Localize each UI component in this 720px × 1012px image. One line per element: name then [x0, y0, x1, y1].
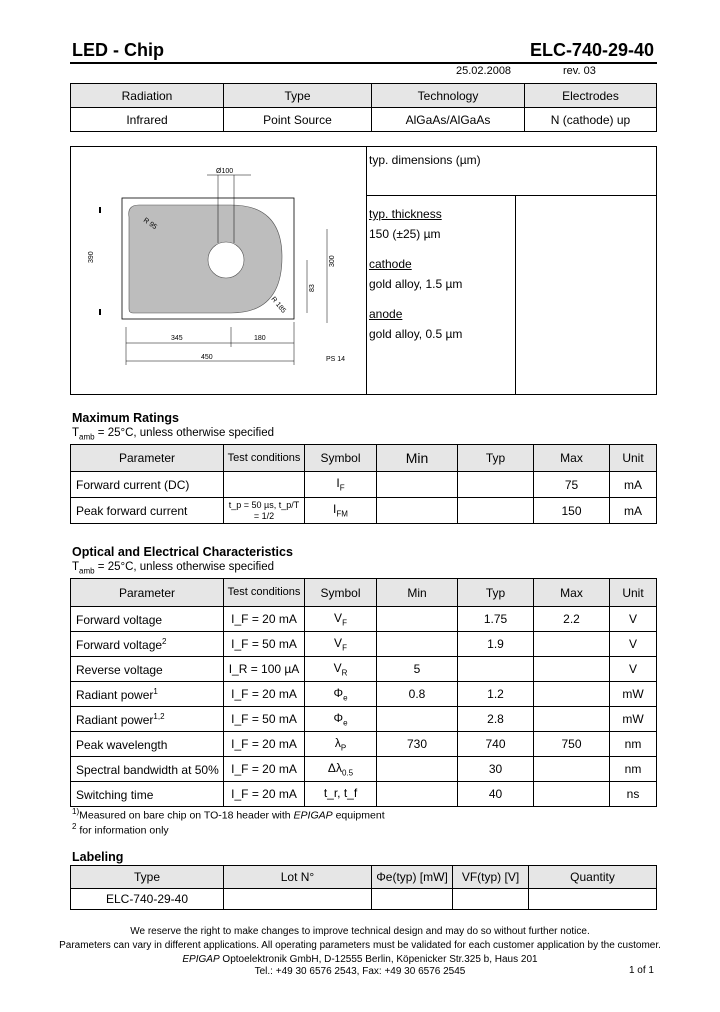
mr-symbol: $I_F$ [305, 472, 377, 498]
lb-header-quantity: Quantity [529, 866, 657, 889]
cathode-value: gold alloy, 1.5 µm [369, 277, 463, 291]
oe-max: 750 [534, 732, 610, 757]
footer-disclaimer-2: Parameters can vary in different applications. All operating parameters must be validated for each customer application by the customer. [59, 940, 661, 951]
anode-value: gold alloy, 0.5 µm [369, 327, 463, 341]
mr-cond [224, 472, 305, 498]
thickness-label: typ. thickness [369, 207, 442, 221]
mr-param: Forward current (DC) [71, 472, 224, 498]
oe-max [534, 657, 610, 682]
oe-unit: V [610, 607, 657, 632]
oe-cond: I_F = 20 mA [224, 607, 305, 632]
table-row [71, 607, 657, 632]
summary-type: Point Source [224, 108, 372, 132]
dim-label-width-right: 180 [254, 335, 266, 342]
oe-min [377, 757, 458, 782]
mr-unit: mA [610, 498, 657, 524]
summary-technology: AlGaAs/AlGaAs [372, 108, 525, 132]
oe-min [377, 632, 458, 657]
mr-header-parameter: Parameter [71, 445, 224, 472]
oe-max [534, 707, 610, 732]
summary-header-type: Type [224, 84, 372, 108]
lb-header-power: Φe(typ) [mW] [372, 866, 453, 889]
dimension-right-divider [515, 195, 516, 394]
oe-param: Radiant power$^{1,2}$ [71, 707, 224, 732]
oe-min [377, 607, 458, 632]
oe-typ: 30 [458, 757, 534, 782]
oe-cond: I_F = 20 mA [224, 682, 305, 707]
dim-label-height-right: 300 [329, 255, 336, 267]
oe-cond: I_F = 20 mA [224, 732, 305, 757]
mr-max: 150 [534, 498, 610, 524]
summary-electrodes: N (cathode) up [525, 108, 657, 132]
oe-max [534, 632, 610, 657]
table-row [71, 707, 657, 732]
mr-min [377, 472, 458, 498]
oe-min [377, 782, 458, 807]
document-date: 25.02.2008 [456, 65, 512, 77]
lb-header-type: Type [71, 866, 224, 889]
oe-min: 5 [377, 657, 458, 682]
mr-header-max: Max [534, 445, 610, 472]
dimension-divider [366, 147, 367, 394]
summary-header-radiation: Radiation [71, 84, 224, 108]
oe-param: Peak wavelength [71, 732, 224, 757]
lb-power [372, 889, 453, 910]
chip-drawing [71, 147, 366, 395]
oe-min: 0.8 [377, 682, 458, 707]
lb-voltage [453, 889, 529, 910]
optical-table [70, 578, 657, 807]
max-ratings-table [70, 444, 657, 524]
oe-max: 2.2 [534, 607, 610, 632]
oe-cond: I_F = 50 mA [224, 707, 305, 732]
oe-param: Switching time [71, 782, 224, 807]
oe-typ: 740 [458, 732, 534, 757]
dimension-box [70, 146, 657, 395]
optical-conditions: $T_{amb} = 25^\circ C$, unless otherwise specified [72, 561, 275, 576]
lb-lot [224, 889, 372, 910]
mr-min [377, 498, 458, 524]
labeling-table [70, 865, 657, 910]
oe-cond: I_F = 50 mA [224, 632, 305, 657]
mr-cond: t_p = 50 µs, t_p/T = 1/2 [224, 498, 305, 524]
dim-label-r-top: R 95 [141, 216, 158, 232]
dim-label-height-mid: 83 [309, 284, 316, 292]
oe-typ: 1.75 [458, 607, 534, 632]
oe-header-unit: Unit [610, 579, 657, 607]
table-row [71, 757, 657, 782]
footnote-2: $^2$ for information only [72, 822, 169, 837]
oe-unit: nm [610, 732, 657, 757]
header-rule [70, 62, 657, 64]
oe-param: Forward voltage [71, 607, 224, 632]
oe-symbol: $V_R$ [305, 657, 377, 682]
oe-unit: nm [610, 757, 657, 782]
max-ratings-title: Maximum Ratings [72, 411, 179, 425]
footnote-1: $^{1)}$Measured on bare chip on TO-18 header with EPIGAP equipment [72, 807, 385, 822]
oe-symbol: $\Phi_e$ [305, 682, 377, 707]
oe-typ: 1.2 [458, 682, 534, 707]
oe-symbol: $V_F$ [305, 607, 377, 632]
dim-label-diameter: Ø100 [216, 168, 234, 175]
mr-typ [458, 498, 534, 524]
oe-typ [458, 657, 534, 682]
mr-header-conditions: Test conditions [224, 445, 305, 472]
dim-label-width-left: 345 [171, 335, 183, 342]
oe-min [377, 707, 458, 732]
dim-label-r-bottom: R 185 [269, 295, 287, 315]
table-row [71, 472, 657, 498]
oe-unit: mW [610, 682, 657, 707]
oe-unit: ns [610, 782, 657, 807]
mr-header-symbol: Symbol [305, 445, 377, 472]
lb-type: ELC-740-29-40 [71, 889, 224, 910]
table-row [71, 782, 657, 807]
cathode-label: cathode [369, 257, 412, 271]
oe-typ: 1.9 [458, 632, 534, 657]
lb-quantity [529, 889, 657, 910]
lb-header-voltage: VF(typ) [V] [453, 866, 529, 889]
oe-typ: 40 [458, 782, 534, 807]
labeling-title: Labeling [72, 850, 124, 864]
oe-unit: V [610, 657, 657, 682]
oe-unit: V [610, 632, 657, 657]
oe-cond: I_R = 100 µA [224, 657, 305, 682]
oe-header-max: Max [534, 579, 610, 607]
mr-header-unit: Unit [610, 445, 657, 472]
page-number: 1 of 1 [628, 965, 654, 976]
oe-header-typ: Typ [458, 579, 534, 607]
oe-param: Forward voltage$^2$ [71, 632, 224, 657]
oe-symbol: $\Delta\lambda_{0.5}$ [305, 757, 377, 782]
oe-param: Radiant power$^1$ [71, 682, 224, 707]
mr-symbol: $I_{FM}$ [305, 498, 377, 524]
oe-header-parameter: Parameter [71, 579, 224, 607]
oe-unit: mW [610, 707, 657, 732]
table-row [71, 632, 657, 657]
document-revision: rev. 03 [563, 65, 596, 77]
oe-cond: I_F = 20 mA [224, 757, 305, 782]
oe-cond: I_F = 20 mA [224, 782, 305, 807]
dim-label-ps: PS 14 [326, 356, 346, 363]
oe-header-min: Min [377, 579, 458, 607]
summary-header-electrodes: Electrodes [525, 84, 657, 108]
oe-max [534, 782, 610, 807]
oe-max [534, 682, 610, 707]
part-number: ELC-740-29-40 [529, 40, 654, 60]
mr-unit: mA [610, 472, 657, 498]
oe-symbol: $\Phi_e$ [305, 707, 377, 732]
document-title: LED - Chip [72, 40, 164, 60]
table-row [71, 889, 657, 910]
oe-param: Spectral bandwidth at 50% [71, 757, 224, 782]
table-row [71, 682, 657, 707]
oe-max [534, 757, 610, 782]
thickness-value: 150 (±25) µm [369, 227, 441, 241]
summary-radiation: Infrared [71, 108, 224, 132]
mr-header-typ: Typ [458, 445, 534, 472]
dim-label-height-total: 390 [88, 251, 95, 263]
oe-param: Reverse voltage [71, 657, 224, 682]
oe-header-symbol: Symbol [305, 579, 377, 607]
table-row [71, 657, 657, 682]
dimensions-heading: typ. dimensions (µm) [369, 153, 481, 167]
bond-pad-hole [208, 242, 244, 278]
mr-max: 75 [534, 472, 610, 498]
footer-company: EPIGAP Optoelektronik GmbH, D-12555 Berlin, Köpenicker Str.325 b, Haus 201 [182, 954, 538, 965]
oe-symbol: t_r, t_f [305, 782, 377, 807]
mr-header-min: Min [377, 445, 458, 472]
table-row [71, 498, 657, 524]
max-ratings-conditions: $T_{amb} = 25^\circ C$, unless otherwise specified [72, 427, 275, 442]
summary-header-technology: Technology [372, 84, 525, 108]
oe-typ: 2.8 [458, 707, 534, 732]
table-row [71, 732, 657, 757]
lb-header-lot: Lot N° [224, 866, 372, 889]
oe-symbol: $V_F$ [305, 632, 377, 657]
oe-min: 730 [377, 732, 458, 757]
oe-header-conditions: Test conditions [224, 579, 305, 607]
footer-disclaimer-1: We reserve the right to make changes to improve technical design and may do so without further notice. [130, 926, 590, 937]
dim-label-width-total: 450 [201, 354, 213, 361]
mr-typ [458, 472, 534, 498]
dimension-heading-rule [366, 195, 656, 196]
oe-symbol: $\lambda_P$ [305, 732, 377, 757]
anode-label: anode [369, 307, 403, 321]
mr-param: Peak forward current [71, 498, 224, 524]
summary-table [70, 83, 657, 132]
footer-contact: Tel.: +49 30 6576 2543, Fax: +49 30 6576 2545 [254, 966, 466, 977]
optical-title: Optical and Electrical Characteristics [72, 545, 293, 559]
